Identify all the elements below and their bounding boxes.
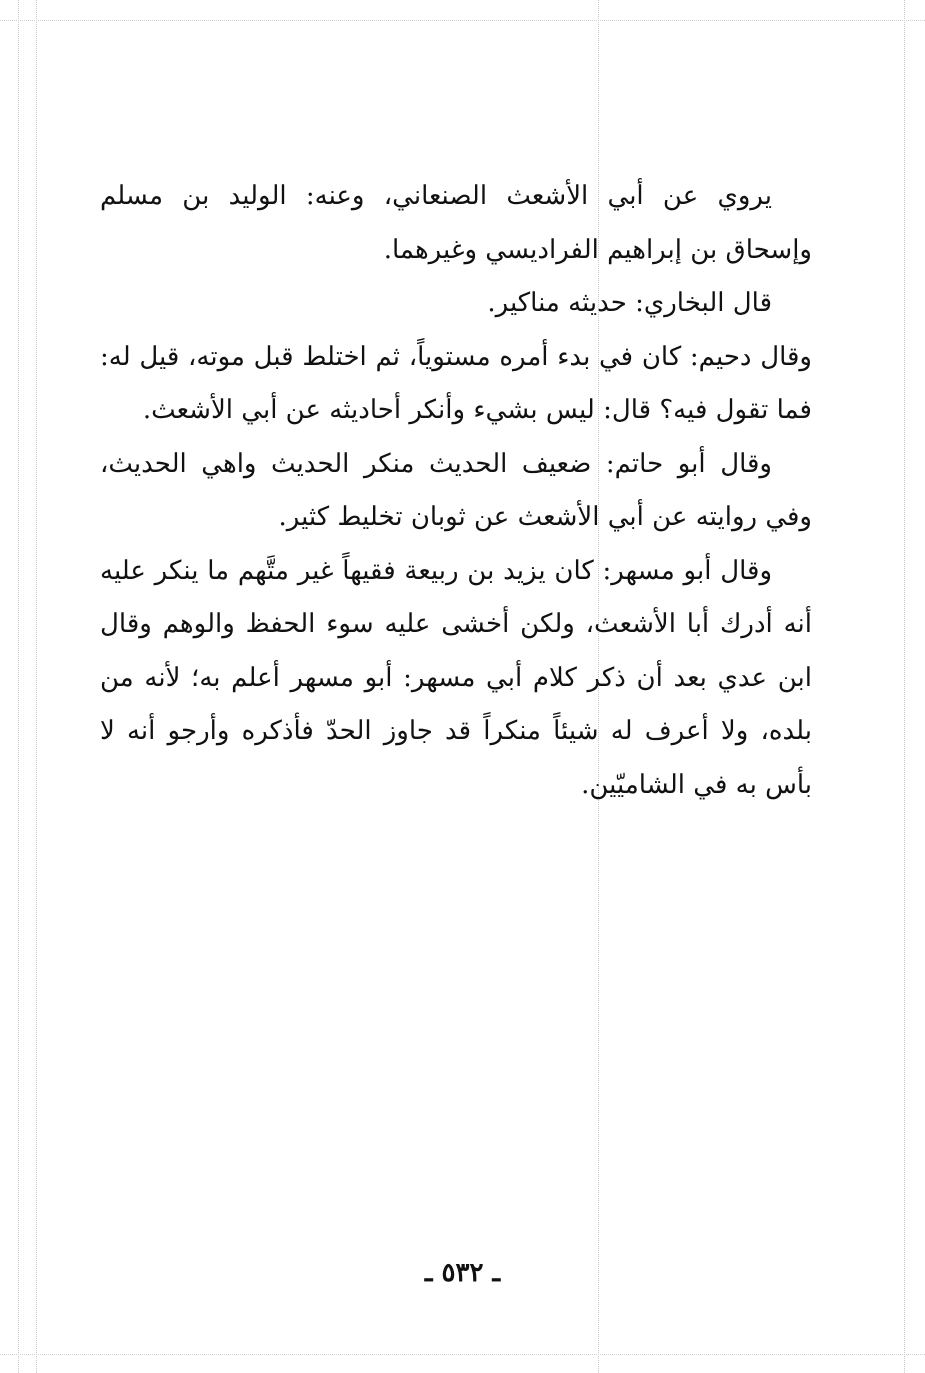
- scan-guide-line: [18, 0, 19, 1373]
- scan-guide-line: [904, 0, 905, 1373]
- paragraph-bukhari: قال البخاري: حديثه مناكير.: [487, 288, 772, 318]
- paragraph-abu-mushir: وقال أبو مسهر: كان يزيد بن ربيعة فقيهاً غير متَّهم ما ينكر عليه أنه أدرك أبا الأشعث، ولكن أخشى عليه سوء الحفظ والوهم وقال ابن عدي بعد أن ذكر كلام أبي مسهر: أبو مسهر أعلم به؛ لأنه من بلده، ولا أعرف له شيئاً منكراً قد جاوز الحدّ فأذكره وأرجو أنه لا بأس به في الشاميّين.: [100, 555, 812, 800]
- page-number: ـ ٥٣٢ ـ: [424, 1258, 501, 1288]
- paragraph-abu-hatim: وقال أبو حاتم: ضعيف الحديث منكر الحديث واهي الحديث، وفي روايته عن أبي الأشعث عن ثوبان تخليط كثير.: [100, 448, 812, 532]
- paragraph-narrators: يروي عن أبي الأشعث الصنعاني، وعنه: الوليد بن مسلم وإسحاق بن إبراهيم الفراديسي وغيرهما.: [100, 181, 812, 265]
- scan-guide-line: [0, 20, 925, 21]
- paragraph-duhaim: وقال دحيم: كان في بدء أمره مستوياً، ثم اختلط قبل موته، قيل له: فما تقول فيه؟ قال: ليس بشيء وأنكر أحاديثه عن أبي الأشعث.: [100, 341, 812, 425]
- scan-guide-line: [36, 0, 37, 1373]
- scan-guide-line: [0, 1354, 925, 1355]
- body-text: [100, 170, 812, 812]
